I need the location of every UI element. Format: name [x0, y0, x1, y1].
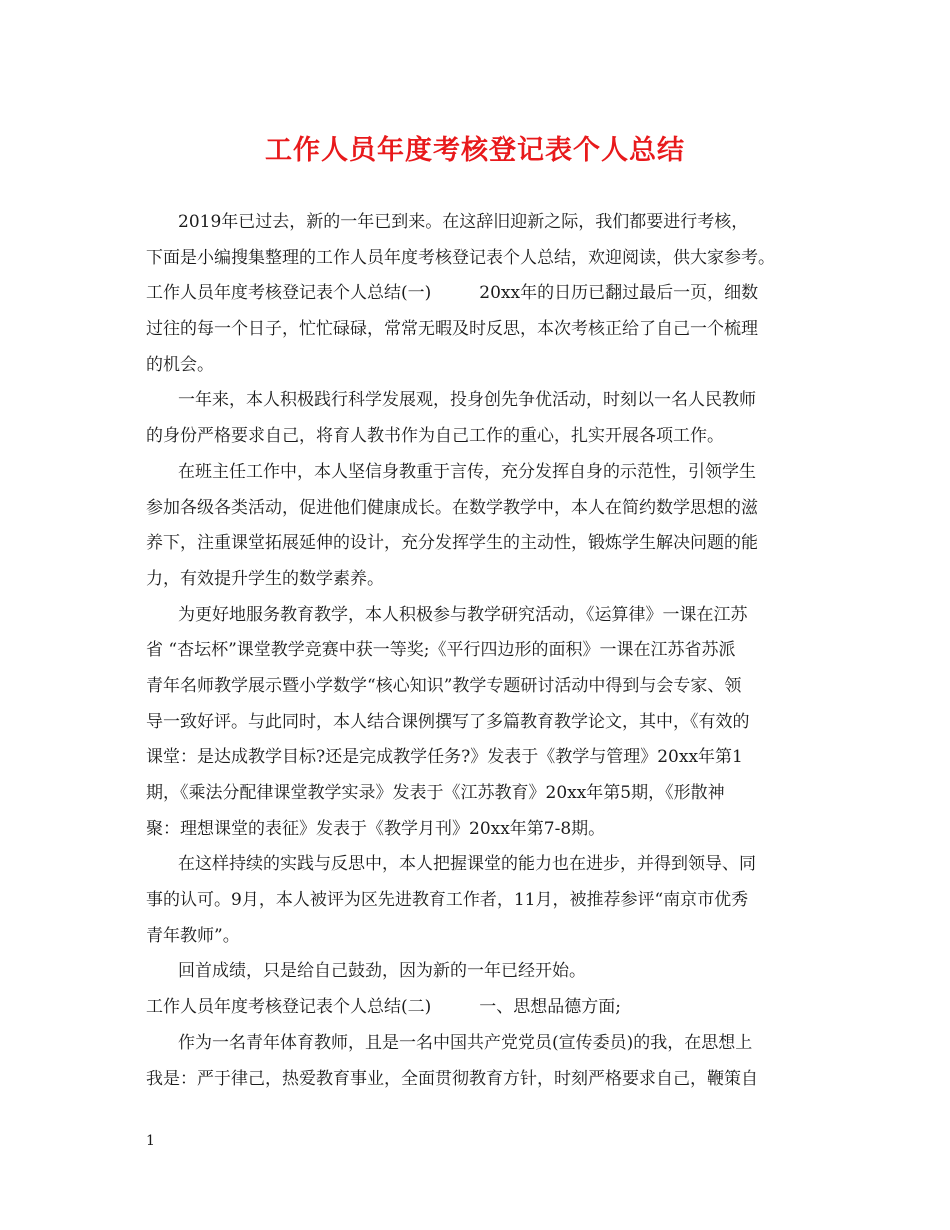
text-line: 一年来，本人积极践行科学发展观，投身创先争优活动，时刻以一名人民教师 [178, 390, 756, 411]
text-line: 在这样持续的实践与反思中，本人把握课堂的能力也在进步，并得到领导、同 [178, 854, 756, 875]
text-line: 工作人员年度考核登记表个人总结(二) 一、思想品德方面; [146, 997, 621, 1018]
text-line: 的机会。 [146, 354, 214, 375]
text-line: 下面是小编搜集整理的工作人员年度考核登记表个人总结，欢迎阅读，供大家参考。 [146, 247, 775, 268]
section-heading: 工作人员年度考核登记表个人总结(二) [146, 997, 432, 1018]
section-heading: 工作人员年度考核登记表个人总结(一) [146, 283, 432, 304]
text-line: 参加各级各类活动，促进他们健康成长。在数学教学中，本人在简约数学思想的滋 [146, 497, 758, 518]
text-line: 工作人员年度考核登记表个人总结(一) 20xx年的日历已翻过最后一页，细数 [146, 283, 759, 304]
text-line: 期，《乘法分配律课堂教学实录》发表于《江苏教育》20xx年第5期，《形散神 [146, 783, 725, 803]
text-line: 青年名师教学展示暨小学数学“核心知识”教学专题研讨活动中得到与会专家、领 [146, 675, 742, 696]
text-line: 课堂：是达成教学目标?还是完成教学任务?》发表于《教学与管理》20xx年第1 [146, 747, 743, 768]
text-line: 省 “杏坛杯”课堂教学竞赛中获一等奖;《平行四边形的面积》一课在江苏省苏派 [146, 640, 736, 661]
text-line: 为更好地服务教育教学，本人积极参与教学研究活动，《运算律》一课在江苏 [178, 604, 748, 625]
document-body [146, 205, 822, 1097]
text-line: 聚：理想课堂的表征》发表于《教学月刊》20xx年第7-8期。 [146, 818, 606, 839]
text-line: 过往的每一个日子，忙忙碌碌，常常无暇及时反思，本次考核正给了自己一个梳理 [146, 319, 758, 340]
text-line: 导一致好评。与此同时，本人结合课例撰写了多篇教育教学论文，其中，《有效的 [146, 711, 750, 732]
text-line: 青年教师”。 [146, 925, 240, 946]
text-line: 力，有效提升学生的数学素养。 [146, 568, 384, 589]
page-number: 1 [146, 1133, 155, 1149]
text-line: 回首成绩，只是给自己鼓劲，因为新的一年已经开始。 [178, 961, 586, 982]
document-title: 工作人员年度考核登记表个人总结 [265, 135, 685, 166]
text-line: 养下，注重课堂拓展延伸的设计，充分发挥学生的主动性，锻炼学生解决问题的能 [146, 533, 758, 554]
text-line: 2019年已过去，新的一年已到来。在这辞旧迎新之际，我们都要进行考核， [178, 212, 749, 232]
text-line: 的身份严格要求自己，将育人教书作为自己工作的重心，扎实开展各项工作。 [146, 426, 724, 447]
text-line: 我是：严于律己，热爱教育事业，全面贯彻教育方针，时刻严格要求自己，鞭策自 [146, 1068, 758, 1089]
text-line: 事的认可。9月，本人被评为区先进教育工作者，11月，被推荐参评“南京市优秀 [146, 890, 749, 911]
text-line: 作为一名青年体育教师，且是一名中国共产党党员(宣传委员)的我，在思想上 [178, 1032, 753, 1053]
text-line: 在班主任工作中，本人坚信身教重于言传，充分发挥自身的示范性，引领学生 [178, 461, 756, 482]
